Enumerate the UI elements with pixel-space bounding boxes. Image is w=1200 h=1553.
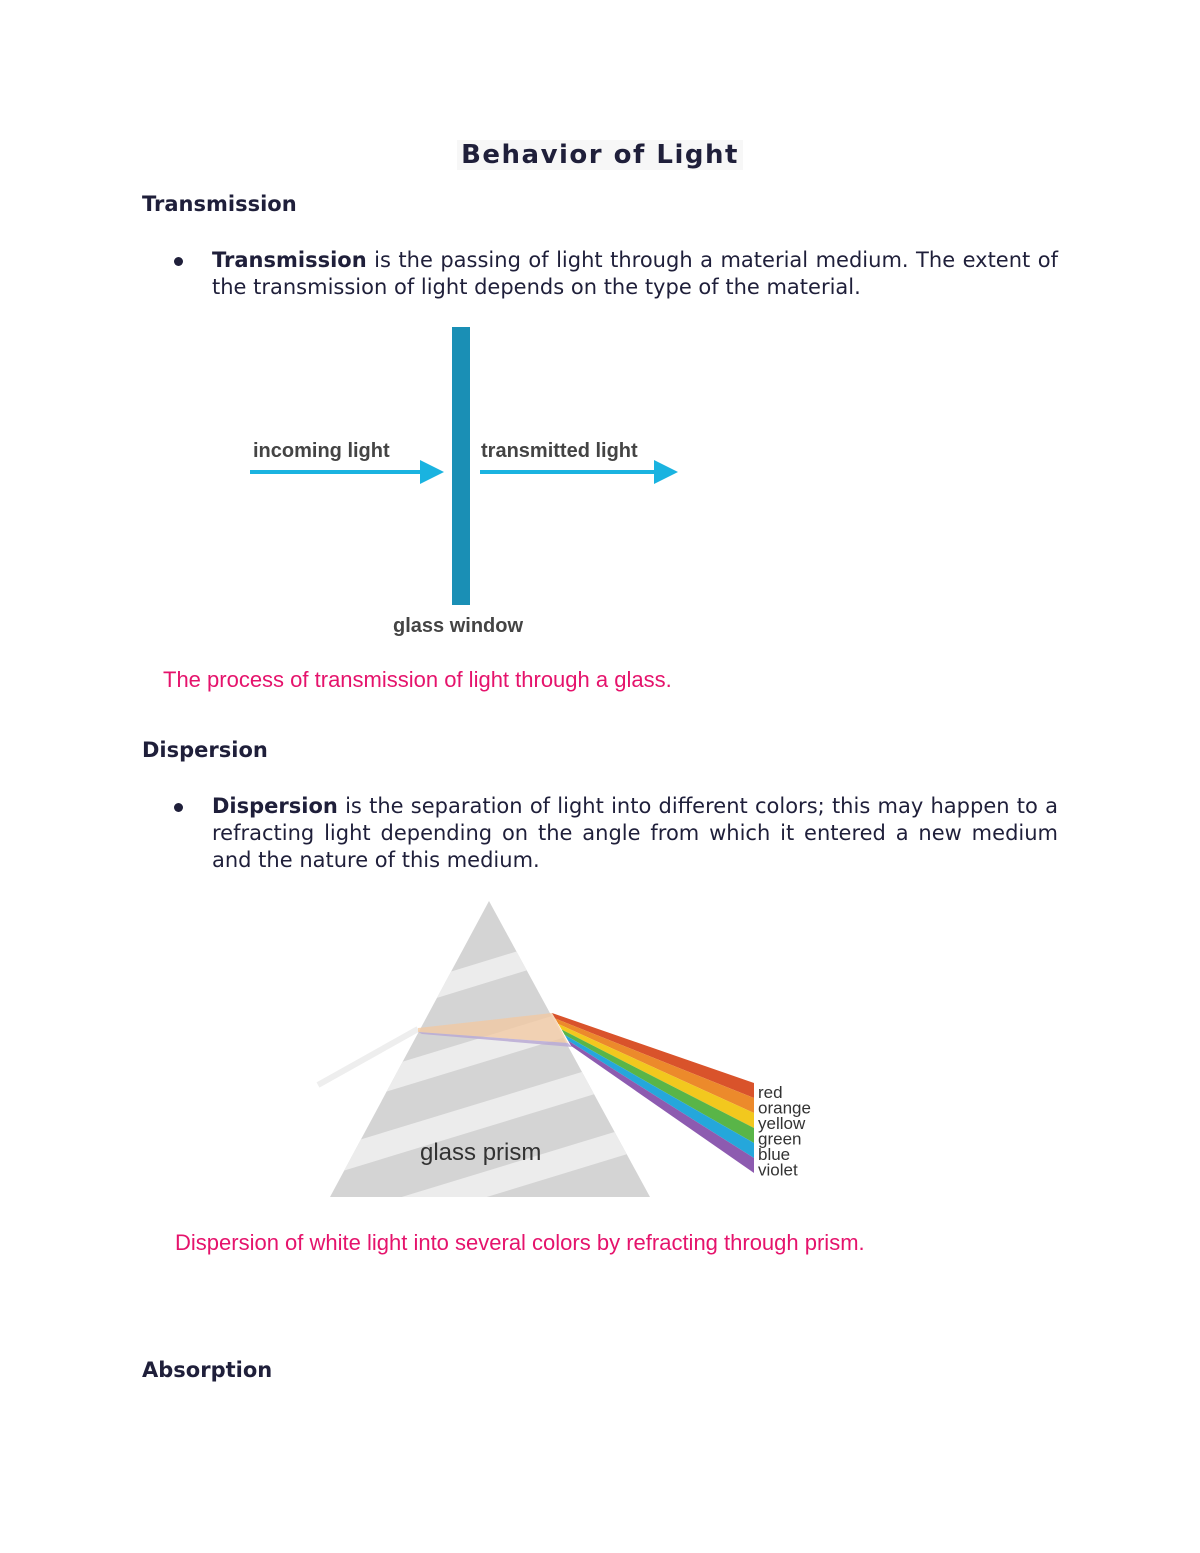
spectrum-label-yellow: yellow <box>758 1114 806 1133</box>
bullet-dot <box>174 257 183 266</box>
spectrum-label-green: green <box>758 1129 802 1149</box>
incoming-light-label: incoming light <box>253 440 390 462</box>
transmission-text: is the passing of light through a material medium. The extent of the transmission of light depends on the type of the material. <box>212 248 1058 299</box>
transmission-term: Transmission <box>212 248 367 272</box>
glass-window-label: glass window <box>393 615 524 637</box>
dispersion-text: is the separation of light into different colors; this may happen to a refracting light depending on the angle from which it entered a new medium and the nature of this medium. <box>212 794 1058 872</box>
heading-transmission: Transmission <box>142 192 297 216</box>
glass-prism-label: glass prism <box>420 1139 542 1166</box>
dispersion-term: Dispersion <box>212 794 338 818</box>
spectrum-label-orange: orange <box>758 1098 811 1118</box>
heading-dispersion: Dispersion <box>142 738 268 762</box>
dispersion-paragraph <box>212 793 1058 874</box>
transmitted-arrow-head <box>654 460 678 484</box>
transmission-diagram <box>240 322 700 642</box>
bullet-dot <box>174 803 183 812</box>
heading-absorption: Absorption <box>142 1358 273 1382</box>
page-title-text: Behavior of Light <box>457 140 743 170</box>
transmission-paragraph <box>212 247 1058 301</box>
glass-window-pane <box>452 327 470 605</box>
spectrum-label-violet: violet <box>758 1160 798 1180</box>
incoming-arrow-head <box>420 460 444 484</box>
transmission-caption: The process of transmission of light through a glass. <box>163 667 672 692</box>
spectrum-label-red: red <box>758 1083 783 1102</box>
spectrum-label-blue: blue <box>758 1145 791 1164</box>
dispersion-diagram <box>310 895 830 1205</box>
spectrum-labels <box>758 1083 811 1180</box>
page-title <box>0 140 1200 170</box>
transmitted-light-label: transmitted light <box>481 440 638 462</box>
dispersion-caption: Dispersion of white light into several colors by refracting through prism. <box>175 1230 865 1255</box>
